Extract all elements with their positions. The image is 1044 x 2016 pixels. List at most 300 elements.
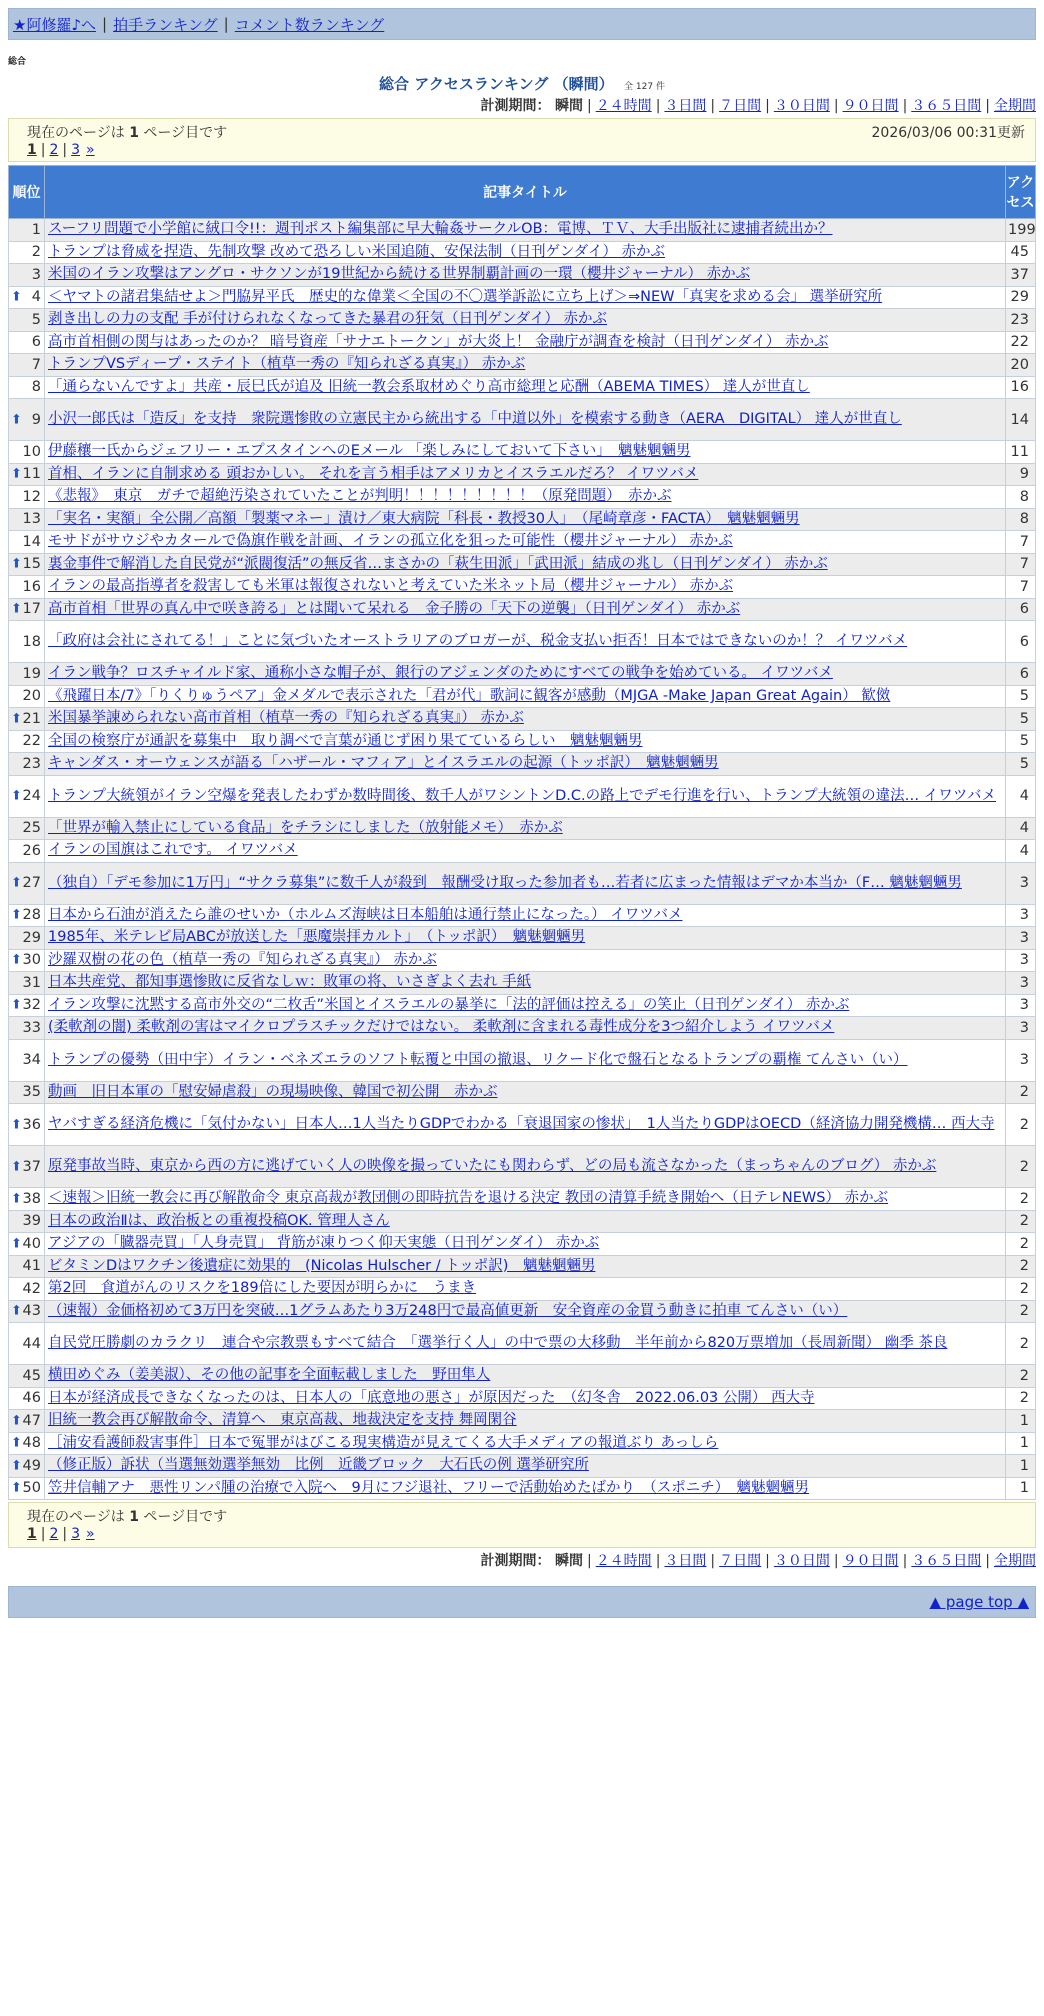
access-count: 45 [1006, 241, 1036, 264]
table-row [9, 994, 1036, 1017]
access-count: 6 [1006, 621, 1036, 663]
access-count: 22 [1006, 331, 1036, 354]
page-link-2[interactable]: 2 [49, 142, 59, 158]
title-cell [45, 708, 1006, 731]
table-row [9, 775, 1036, 817]
period-option-7[interactable]: ３６５日間 [911, 98, 982, 114]
article-link[interactable]: モサドがサウジやカタールで偽旗作戦を計画、イランの孤立化を狙った可能性（櫻井ジャーナル） 赤かぶ [48, 533, 733, 550]
title-cell [45, 1188, 1006, 1211]
table-row [9, 1039, 1036, 1081]
table-row [9, 708, 1036, 731]
article-link[interactable]: 全国の検察庁が通訳を募集中 取り調べで言葉が通じず困り果てているらしい 魑魅魍魎男 [48, 732, 643, 749]
rank-cell: 14 [9, 531, 45, 554]
table-row [9, 1278, 1036, 1301]
period-option-5[interactable]: ３０日間 [773, 1553, 830, 1569]
period-selector-bottom: 計測期間： 瞬間 | ２４時間 | ３日間 | ７日間 | ３０日間 | ９０日間 | ３６５日間 | 全期間 [480, 1553, 1036, 1569]
title-cell [45, 1477, 1006, 1500]
page-current: 1 [27, 1526, 37, 1542]
period-option-7[interactable]: ３６５日間 [911, 1553, 982, 1569]
title-cell [45, 663, 1006, 686]
table-row [9, 1081, 1036, 1104]
table-row [9, 753, 1036, 776]
current-page-text: 現在のページは 1 ページ目です [27, 1509, 228, 1525]
rank-up-arrow-icon: ⬆ [11, 556, 22, 572]
access-count: 5 [1006, 708, 1036, 731]
access-count: 1 [1006, 1432, 1036, 1455]
title-cell [45, 972, 1006, 995]
article-link[interactable]: ＜速報＞旧統一教会に再び解散命令 東京高裁が教団側の即時抗告を退ける決定 教団の清算手続き開始へ（日テレNEWS） 赤かぶ [48, 1190, 889, 1207]
rank-cell: 1 [9, 219, 45, 242]
access-count: 3 [1006, 904, 1036, 927]
article-link[interactable]: 「世界が輸入禁止にしている食品」をチラシにしました（放射能メモ） 赤かぶ [48, 819, 563, 836]
comment-ranking-link[interactable]: コメント数ランキング [234, 15, 385, 34]
article-link[interactable]: トランプVSディープ・ステイト（植草一秀の『知られざる真実』） 赤かぶ [48, 356, 526, 373]
title-cell [45, 927, 1006, 950]
rank-cell: ⬆ 37 [9, 1146, 45, 1188]
table-row [9, 862, 1036, 904]
table-row [9, 904, 1036, 927]
period-label: 計測期間： [480, 98, 551, 114]
title-cell [45, 241, 1006, 264]
access-count: 4 [1006, 817, 1036, 840]
title-cell [45, 1278, 1006, 1301]
access-count: 5 [1006, 685, 1036, 708]
rank-up-arrow-icon: ⬆ [11, 601, 22, 617]
table-row [9, 1365, 1036, 1388]
article-link[interactable]: アジアの「臓器売買」「人身売買」 背筋が凍りつく仰天実態（日刊ゲンダイ） 赤かぶ [48, 1235, 600, 1252]
table-row [9, 1146, 1036, 1188]
title-cell [45, 949, 1006, 972]
period-option-5[interactable]: ３０日間 [773, 98, 830, 114]
rank-cell: 46 [9, 1387, 45, 1410]
period-option-4[interactable]: ７日間 [719, 1553, 762, 1569]
access-count: 5 [1006, 730, 1036, 753]
article-link[interactable]: イラン戦争？ロスチャイルド家、通称小さな帽子が、銀行のアジェンダのためにすべての戦争を始めている。 イワツバメ [48, 665, 833, 682]
period-label: 計測期間： [480, 1553, 551, 1569]
rank-cell: ⬆ 28 [9, 904, 45, 927]
rank-up-arrow-icon: ⬆ [11, 1117, 22, 1132]
access-count: 2 [1006, 1387, 1036, 1410]
rank-up-arrow-icon: ⬆ [11, 412, 22, 427]
table-row [9, 1017, 1036, 1040]
article-link[interactable]: 「通らないんですよ」共産・辰巳氏が追及 旧統一教会系取材めぐり高市総理と応酬（ABEMA TIMES） 達人が世直し [48, 378, 810, 395]
table-row [9, 1477, 1036, 1500]
rank-cell: ⬆ 21 [9, 708, 45, 731]
table-row [9, 1432, 1036, 1455]
article-link[interactable]: 第2回 食道がんのリスクを189倍にした要因が明らかに うまき [48, 1280, 477, 1297]
table-row [9, 463, 1036, 486]
rank-up-arrow-icon: ⬆ [11, 1435, 22, 1451]
rank-up-arrow-icon: ⬆ [11, 952, 22, 968]
article-link[interactable]: スーフリ問題で小学館に絨口令!!：週刊ポスト編集部に早大輪姦サークルOB：電博、ＴＶ、大手出版社に逮捕者続出か？ [48, 221, 833, 238]
rank-up-arrow-icon: ⬆ [11, 1458, 22, 1474]
rank-cell: ⬆ 15 [9, 553, 45, 576]
rank-cell: 31 [9, 972, 45, 995]
table-row [9, 972, 1036, 995]
access-count: 11 [1006, 441, 1036, 464]
rank-cell: ⬆ 11 [9, 463, 45, 486]
rank-up-arrow-icon: ⬆ [11, 788, 22, 804]
article-link[interactable]: 原発事故当時、東京から西の方に逃げていく人の映像を撮っていたにも関わらず、どの局も流さなかった（まっちゃんのブログ） 赤かぶ [48, 1158, 937, 1174]
article-link[interactable]: 伊藤穰一氏からジェフリー・エプスタインへのEメール 「楽しみにしておいて下さい」 魑魅魍魎男 [48, 443, 691, 460]
title-cell [45, 508, 1006, 531]
page-next-link[interactable]: » [86, 1526, 95, 1542]
table-row [9, 927, 1036, 950]
article-link[interactable]: 笠井信輔アナ 悪性リンパ腫の治療で入院へ 9月にフジ退社、フリーで活動始めたばかり （スポニチ） 魑魅魍魎男 [48, 1479, 810, 1496]
title-cell [45, 685, 1006, 708]
bottom-bar [8, 1586, 1036, 1618]
rank-cell: 12 [9, 486, 45, 509]
access-count: 3 [1006, 927, 1036, 950]
rank-up-arrow-icon: ⬆ [11, 711, 22, 727]
title-cell [45, 463, 1006, 486]
title-cell [45, 376, 1006, 399]
article-link[interactable]: （独自）「デモ参加に1万円」“サクラ募集”に数千人が殺到 報酬受け取った参加者も…若者に広まった情報はデマか本当か（F… 魑魅魍魎男 [48, 874, 962, 891]
access-count: 3 [1006, 994, 1036, 1017]
genre-label: 総合 [8, 57, 27, 67]
rank-cell: ⬆ 30 [9, 949, 45, 972]
article-link[interactable]: イラン攻撃に沈黙する高市外交の“二枚舌”米国とイスラエルの暴挙に「法的評価は控える」の笑止（日刊ゲンダイ） 赤かぶ [48, 996, 850, 1013]
article-link[interactable]: 日本が経済成長できなくなったのは、日本人の「底意地の悪さ」が原因だった （幻冬舎 2022.06.03 公開） 西大寺 [48, 1389, 815, 1406]
table-row [9, 508, 1036, 531]
pagination-bottom: 1 | 2 | 3 » [27, 1526, 95, 1542]
article-link[interactable]: 自民党圧勝劇のカラクリ 連合や宗教票もすべて結合 「選挙行く人」の中で票の大移動 半年前から820万票増加（長周新聞） 幽季 茶良 [48, 1335, 948, 1351]
period-option-8[interactable]: 全期間 [994, 98, 1036, 114]
article-link[interactable]: イランの国旗はこれです。 イワツバメ [48, 842, 298, 859]
article-link[interactable]: 米国暴挙諌められない高市首相（植草一秀の『知られざる真実』） 赤かぶ [48, 710, 524, 727]
article-link[interactable]: （速報）金価格初めて3万円を突破…1グラムあたり3万248円で最高値更新 安全資産の金買う動きに拍車 てんさい（い） [48, 1302, 848, 1319]
title-cell [45, 1432, 1006, 1455]
period-option-2[interactable]: ２４時間 [595, 1553, 652, 1569]
table-row [9, 817, 1036, 840]
table-row [9, 264, 1036, 287]
title-cell [45, 1210, 1006, 1233]
article-link[interactable]: 首相、イランに自制求める 頭おかしい。 それを言う相手はアメリカとイスラエルだろ？ イワツバメ [48, 465, 699, 482]
title-cell [45, 1387, 1006, 1410]
title-cell [45, 730, 1006, 753]
table-row [9, 553, 1036, 576]
period-option-1: 瞬間 [554, 1553, 583, 1569]
rank-cell: 10 [9, 441, 45, 464]
pagination-top: 1 | 2 | 3 » [27, 142, 95, 158]
access-header: アクセス [1006, 166, 1036, 219]
table-row [9, 1104, 1036, 1146]
table-row [9, 1188, 1036, 1211]
page-next-link[interactable]: » [86, 142, 95, 158]
rank-up-arrow-icon: ⬆ [11, 907, 22, 923]
title-cell [45, 264, 1006, 287]
access-count: 5 [1006, 753, 1036, 776]
rank-cell: ⬆ 27 [9, 862, 45, 904]
table-row [9, 1233, 1036, 1256]
access-count: 37 [1006, 264, 1036, 287]
title-cell [45, 1146, 1006, 1188]
title-cell [45, 1233, 1006, 1256]
period-option-3[interactable]: ３日間 [664, 1553, 707, 1569]
title-cell [45, 621, 1006, 663]
article-link[interactable]: 1985年、米テレビ局ABCが放送した「悪魔崇拝カルト」 （トッポ訳） 魑魅魍魎男 [48, 929, 586, 946]
access-count: 7 [1006, 553, 1036, 576]
article-link[interactable]: 旧統一教会再び解散命令、清算へ 東京高裁、地裁決定を支持 舞岡閑谷 [48, 1412, 517, 1429]
table-row [9, 685, 1036, 708]
article-link[interactable]: 米国のイラン攻撃はアングロ・サクソンが19世紀から続ける世界制覇計画の一環（櫻井ジャーナル） 赤かぶ [48, 266, 751, 283]
table-row [9, 730, 1036, 753]
table-row [9, 949, 1036, 972]
access-count: 4 [1006, 775, 1036, 817]
home-link[interactable]: ★阿修羅♪へ [13, 15, 97, 34]
article-link[interactable]: トランプの優勢（田中宇）イラン・ベネズエラのソフト転覆と中国の撤退、リクード化で盤石となるトランプの覇権 てんさい（い） [48, 1051, 908, 1068]
rank-cell: 7 [9, 354, 45, 377]
table-row [9, 531, 1036, 554]
title-cell [45, 1255, 1006, 1278]
access-count: 3 [1006, 1017, 1036, 1040]
article-link[interactable]: 小沢一郎氏は「造反」を支持 衆院選惨敗の立憲民主から統出する「中道以外」を模索する動き（AERA DIGITAL） 達人が世直し [48, 411, 902, 427]
rank-up-arrow-icon: ⬆ [11, 1480, 22, 1496]
period-selector-top: 計測期間： 瞬間 | ２４時間 | ３日間 | ７日間 | ３０日間 | ９０日間 | ３６５日間 | 全期間 [480, 98, 1036, 114]
title-cell [45, 399, 1006, 441]
access-count: 199 [1006, 219, 1036, 242]
title-cell [45, 598, 1006, 621]
rank-cell: ⬆ 47 [9, 1410, 45, 1433]
article-link[interactable]: 横田めぐみ（姜美淑）、その他の記事を全面転載しました 野田隼人 [48, 1367, 491, 1384]
table-row [9, 621, 1036, 663]
access-count: 20 [1006, 354, 1036, 377]
table-row [9, 1455, 1036, 1478]
title-cell [45, 1017, 1006, 1040]
table-row [9, 241, 1036, 264]
rank-up-arrow-icon: ⬆ [11, 1303, 22, 1319]
access-count: 2 [1006, 1188, 1036, 1211]
title-cell [45, 753, 1006, 776]
table-row [9, 1300, 1036, 1323]
article-link[interactable]: 裏金事件で解消した自民党が“派閥復活”の無反省…まさかの「萩生田派」「武田派」結成の兆し（日刊ゲンダイ） 赤かぶ [48, 555, 828, 572]
article-link[interactable]: (柔軟剤の闇) 柔軟剤の害はマイクロプラスチックだけではない。 柔軟剤に含まれる毒性成分を3つ紹介しよう イワツバメ [48, 1019, 835, 1036]
table-row [9, 376, 1036, 399]
rank-up-arrow-icon: ⬆ [11, 1236, 22, 1252]
article-link[interactable]: 「実名・実額」全公開／高額「製薬マネー」漬け／東大病院「科長・教授30人」 （尾崎章彦・FACTA） 魑魅魍魎男 [48, 510, 800, 527]
rank-cell: 35 [9, 1081, 45, 1104]
item-count: 全 127 件 [624, 82, 665, 92]
title-cell [45, 1081, 1006, 1104]
title-cell [45, 904, 1006, 927]
access-count: 7 [1006, 531, 1036, 554]
article-link[interactable]: キャンダス・オーウェンスが語る「ハザール・マフィア」とイスラエルの起源（トッポ訳） 魑魅魍魎男 [48, 755, 719, 772]
access-count: 2 [1006, 1300, 1036, 1323]
table-row [9, 219, 1036, 242]
rank-cell: 34 [9, 1039, 45, 1081]
access-count: 8 [1006, 486, 1036, 509]
period-option-4[interactable]: ７日間 [719, 98, 762, 114]
updated-time: 2026/03/06 00:31更新 [871, 125, 1025, 141]
rank-cell: 41 [9, 1255, 45, 1278]
rank-cell: 8 [9, 376, 45, 399]
access-count: 2 [1006, 1323, 1036, 1365]
rank-cell: 42 [9, 1278, 45, 1301]
title-cell [45, 309, 1006, 332]
access-count: 3 [1006, 949, 1036, 972]
access-count: 4 [1006, 840, 1036, 863]
title-cell [45, 1104, 1006, 1146]
access-count: 2 [1006, 1146, 1036, 1188]
title-cell [45, 1300, 1006, 1323]
access-count: 2 [1006, 1278, 1036, 1301]
table-row [9, 354, 1036, 377]
access-count: 9 [1006, 463, 1036, 486]
title-cell [45, 862, 1006, 904]
table-row [9, 598, 1036, 621]
rank-cell: ⬆ 49 [9, 1455, 45, 1478]
rank-cell: 29 [9, 927, 45, 950]
rank-cell: 26 [9, 840, 45, 863]
rank-cell: ⬆ 40 [9, 1233, 45, 1256]
page-top-link[interactable]: ▲ page top ▲ [929, 1593, 1029, 1611]
rank-up-arrow-icon: ⬆ [11, 1191, 22, 1207]
page-link-2[interactable]: 2 [49, 1526, 59, 1542]
rank-cell: 44 [9, 1323, 45, 1365]
table-row [9, 576, 1036, 599]
ranking-table [8, 165, 1036, 1500]
article-link[interactable]: 動画 旧日本軍の「慰安婦虐殺」の現場映像、韓国で初公開 赤かぶ [48, 1083, 498, 1100]
page-link-3[interactable]: 3 [71, 1526, 81, 1542]
rank-cell: ⬆ 9 [9, 399, 45, 441]
title-header: 記事タイトル [45, 166, 1006, 219]
rank-cell: 3 [9, 264, 45, 287]
table-row [9, 331, 1036, 354]
article-link[interactable]: 剥き出しの力の支配 手が付けられなくなってきた暴君の狂気（日刊ゲンダイ） 赤かぶ [48, 311, 608, 328]
rank-cell: ⬆ 48 [9, 1432, 45, 1455]
title-cell [45, 531, 1006, 554]
rank-cell: 33 [9, 1017, 45, 1040]
page-title: 総合 アクセスランキング （瞬間） [379, 75, 614, 93]
access-count: 14 [1006, 399, 1036, 441]
title-cell [45, 286, 1006, 309]
article-link[interactable]: 高市首相側の関与はあったのか？ 暗号資産「サナエトークン」が大炎上！ 金融庁が調査を検討（日刊ゲンダイ） 赤かぶ [48, 333, 829, 350]
rank-cell: ⬆ 24 [9, 775, 45, 817]
access-count: 2 [1006, 1255, 1036, 1278]
article-link[interactable]: （修正版）訴状（当選無効選挙無効 比例 近畿ブロック 大石氏の例 選挙研究所 [48, 1457, 589, 1474]
title-cell [45, 775, 1006, 817]
rank-cell: 25 [9, 817, 45, 840]
access-count: 2 [1006, 1210, 1036, 1233]
period-option-6[interactable]: ９０日間 [842, 98, 899, 114]
table-row [9, 399, 1036, 441]
article-link[interactable]: 日本から石油が消えたら誰のせいか（ホルムズ海峡は日本船舶は通行禁止になった。） イワツバメ [48, 906, 683, 923]
rank-header: 順位 [9, 166, 45, 219]
rank-up-arrow-icon: ⬆ [11, 875, 22, 891]
article-link[interactable]: 「政府は会社にされてる！」ことに気づいたオーストラリアのブロガーが、税金支払い拒否！日本ではできないのか！？ イワツバメ [48, 633, 908, 649]
table-row [9, 441, 1036, 464]
access-count: 6 [1006, 598, 1036, 621]
rank-cell: ⬆ 32 [9, 994, 45, 1017]
article-link[interactable]: 沙羅双樹の花の色（植草一秀の『知られざる真実』） 赤かぶ [48, 951, 437, 968]
access-count: 8 [1006, 508, 1036, 531]
access-count: 2 [1006, 1081, 1036, 1104]
period-option-8[interactable]: 全期間 [994, 1553, 1036, 1569]
article-link[interactable]: 高市首相「世界の真ん中で咲き誇る」とは聞いて呆れる 金子勝の「天下の逆襲」（日刊ゲンダイ） 赤かぶ [48, 600, 741, 617]
rank-cell: 23 [9, 753, 45, 776]
clap-ranking-link[interactable]: 拍手ランキング [113, 15, 218, 34]
access-count: 1 [1006, 1410, 1036, 1433]
article-link[interactable]: ＜ヤマトの諸君集結せよ＞門脇昇平氏 歴史的な偉業＜全国の不〇選挙訴訟に立ち上げ＞⇒NEW「真実を求める会」 選挙研究所 [48, 288, 883, 305]
access-count: 29 [1006, 286, 1036, 309]
title-cell [45, 486, 1006, 509]
access-count: 1 [1006, 1455, 1036, 1478]
table-row [9, 1323, 1036, 1365]
access-count: 2 [1006, 1233, 1036, 1256]
article-link[interactable]: ［浦安看護師殺害事件］日本で冤罪がはびこる現実構造が見えてくる大手メディアの報道ぶり あっしら [48, 1434, 719, 1451]
rank-cell: ⬆ 38 [9, 1188, 45, 1211]
table-row [9, 663, 1036, 686]
period-option-3[interactable]: ３日間 [664, 98, 707, 114]
page-current: 1 [27, 142, 37, 158]
title-cell [45, 994, 1006, 1017]
title-cell [45, 331, 1006, 354]
access-count: 3 [1006, 1039, 1036, 1081]
current-page-text: 現在のページは 1 ページ目です [27, 125, 228, 141]
rank-up-arrow-icon: ⬆ [11, 466, 22, 482]
article-link[interactable]: 日本の政治Ⅱは、政治板との重複投稿OK. 管理人さん [48, 1212, 390, 1229]
rank-cell: 20 [9, 685, 45, 708]
article-link[interactable]: ビタミンDはワクチン後遺症に効果的 (Nicolas Hulscher / トッポ訳) 魑魅魍魎男 [48, 1257, 596, 1274]
ranking-title-row [8, 73, 1036, 93]
access-count: 2 [1006, 1365, 1036, 1388]
rank-cell: 5 [9, 309, 45, 332]
article-link[interactable]: イランの最高指導者を殺害しても米軍は報復されないと考えていた米ネット局（櫻井ジャーナル） 赤かぶ [48, 578, 734, 595]
title-cell [45, 840, 1006, 863]
page-link-3[interactable]: 3 [71, 142, 81, 158]
access-count: 6 [1006, 663, 1036, 686]
title-cell [45, 354, 1006, 377]
table-row [9, 1255, 1036, 1278]
table-row [9, 486, 1036, 509]
table-row [9, 286, 1036, 309]
rank-up-arrow-icon: ⬆ [11, 1413, 22, 1429]
rank-cell: 6 [9, 331, 45, 354]
title-cell [45, 219, 1006, 242]
rank-cell: ⬆ 50 [9, 1477, 45, 1500]
article-link[interactable]: 《悲報》 東京 ガチで超絶汚染されていたことが判明！！！！！！！！！（原発問題） 赤かぶ [48, 488, 672, 505]
access-count: 1 [1006, 1477, 1036, 1500]
period-option-6[interactable]: ９０日間 [842, 1553, 899, 1569]
title-cell [45, 1410, 1006, 1433]
rank-cell: 22 [9, 730, 45, 753]
title-cell [45, 576, 1006, 599]
access-count: 2 [1006, 1104, 1036, 1146]
access-count: 7 [1006, 576, 1036, 599]
table-row [9, 1410, 1036, 1433]
rank-cell: ⬆ 17 [9, 598, 45, 621]
rank-cell: 18 [9, 621, 45, 663]
rank-cell: 39 [9, 1210, 45, 1233]
rank-up-arrow-icon: ⬆ [11, 997, 22, 1013]
rank-up-arrow-icon: ⬆ [11, 1159, 22, 1174]
access-count: 3 [1006, 972, 1036, 995]
rank-up-arrow-icon: ⬆ [11, 289, 22, 305]
access-count: 16 [1006, 376, 1036, 399]
period-option-1: 瞬間 [554, 98, 583, 114]
article-link[interactable]: トランプ大統領がイラン空爆を発表したわずか数時間後、数千人がワシントンD.C.の路上でデモ行進を行い、トランプ大統領の違法… イワツバメ [48, 787, 996, 804]
article-link[interactable]: 《飛躍日本/7》「りくりゅうペア」金メダルで表示された「君が代」歌詞に観客が感動（MJGA -Make Japan Great Again） 歓傚 [48, 687, 891, 704]
article-link[interactable]: ヤバすぎる経済危機に「気付かない」日本人…1人当たりGDPでわかる「衰退国家の惨状」 1人当たりGDPはOECD（経済協力開発機構… 西大寺 [48, 1116, 995, 1132]
article-link[interactable]: トランプは脅威を捏造、先制攻撃 改めて恐ろしい米国追随、安保法制（日刊ゲンダイ） 赤かぶ [48, 243, 666, 260]
title-cell [45, 1039, 1006, 1081]
top-nav-bar: ★阿修羅♪へ | 拍手ランキング | コメント数ランキング [8, 8, 1036, 40]
article-link[interactable]: 日本共産党、都知事選惨敗に反省なしｗ：敗軍の将、いさぎよく去れ 手紙 [48, 974, 532, 991]
period-option-2[interactable]: ２４時間 [595, 98, 652, 114]
title-cell [45, 1365, 1006, 1388]
title-cell [45, 1455, 1006, 1478]
page-info-bottom [8, 1502, 1036, 1548]
